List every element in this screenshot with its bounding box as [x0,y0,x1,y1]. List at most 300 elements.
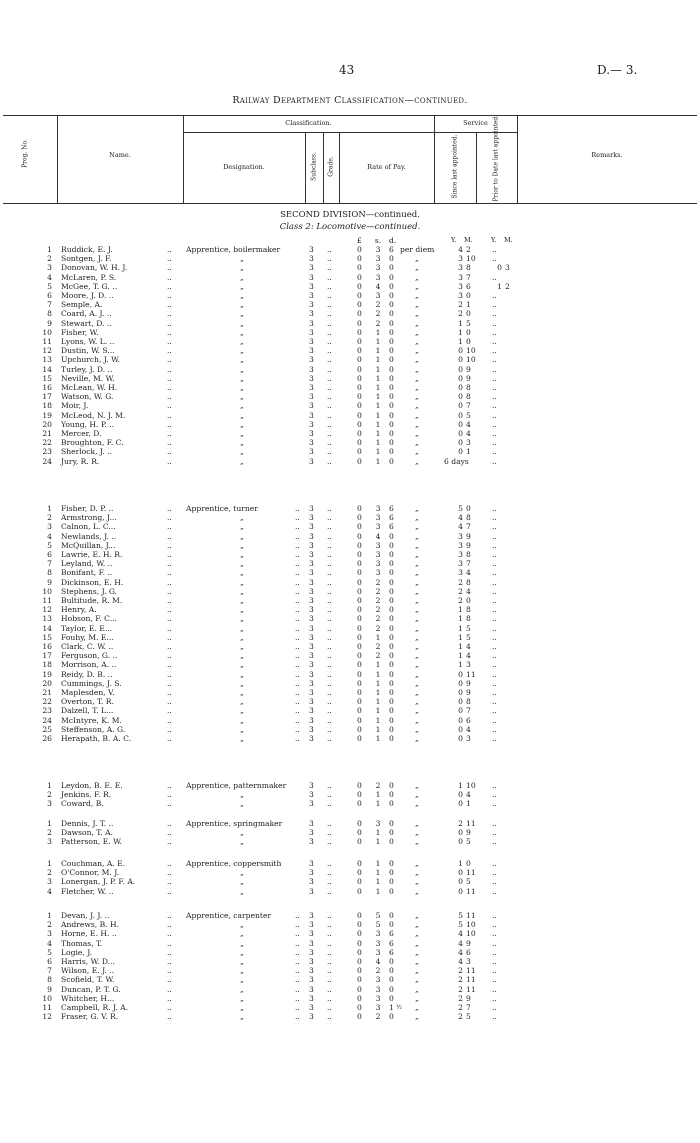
name-cell: Whitcher, H... [61,993,115,1003]
rate-unit: „ [415,540,419,550]
leader-dots: .. [167,623,172,633]
prior-service-cell: .. [492,605,497,615]
prog-no-cell: 3 [47,877,52,887]
table-row [0,911,700,920]
prior-service-cell: .. [492,447,497,457]
leader-dots: .. [167,669,172,679]
rate-unit: „ [415,392,419,402]
service-months-cell: 4 [466,724,471,734]
subclass-cell: 3 [309,401,314,411]
table-row [0,568,700,577]
designation-cell: Apprentice, boilermaker [186,245,281,254]
pounds-cell: 0 [357,614,362,624]
prog-no-cell: 17 [42,392,52,402]
leader-dots: .. [167,373,172,383]
grade-cell: .. [327,614,332,624]
service-years-cell: 0 [458,447,463,457]
name-cell: O'Connor, M. J. [61,868,120,878]
subclass-cell: 3 [309,355,314,365]
shillings-cell: 1 [375,401,381,411]
service-years-cell: 2 [458,309,463,319]
service-years-cell: 1 [458,605,463,615]
grade-cell: .. [327,559,332,569]
leader-dots: .. [295,929,300,939]
name-cell: Coward, B. [61,799,104,809]
ditto-mark: „ [240,975,244,985]
grade-cell: .. [327,504,332,513]
prior-service-cell: .. [492,550,497,559]
service-months-cell: 0 [466,337,471,346]
service-years-cell: 0 [458,734,463,743]
service-years-cell: 2 [458,596,463,605]
shillings-cell: 1 [375,447,381,457]
pounds-cell: 0 [357,540,362,550]
table-row [0,651,700,660]
leader-dots: .. [167,291,172,300]
subclass-cell: 3 [309,531,314,541]
pence-cell: 0 [389,837,394,847]
grade-cell: .. [327,550,332,559]
pounds-cell: 0 [357,346,362,356]
pence-cell: 0 [389,984,394,994]
header-name: Name. [109,151,131,159]
header-service: Service [463,119,488,127]
name-cell: Taylor, E. E... [61,623,113,633]
pounds-cell: 0 [357,688,362,697]
service-months-cell: 7 [466,401,471,411]
shillings-cell: 1 [375,429,381,438]
service-months-cell: 5 [466,877,471,887]
pence-cell: 0 [389,706,394,716]
shillings-cell: 3 [375,522,381,532]
service-years-cell: 1 [458,623,463,633]
name-cell: Leyland, W. .. [61,559,113,569]
pence-cell: 0 [389,291,394,300]
pounds-cell: 0 [357,938,362,948]
prog-no-cell: 6 [47,291,52,300]
leader-dots: .. [167,281,172,291]
name-cell: Devan, J. J. .. [61,911,110,920]
prior-service-cell: .. [492,522,497,532]
service-months-cell: 8 [466,513,471,523]
table-row [0,457,700,466]
service-years-cell: 0 [458,886,463,896]
prog-no-cell: 24 [42,715,52,725]
service-months-cell: 11 [466,669,476,679]
prior-service-cell: .. [492,429,497,438]
rate-unit: „ [415,309,419,319]
ditto-mark: „ [240,623,244,633]
name-cell: Maplesden, V. [61,688,115,697]
prior-years-header: Y. [491,236,497,244]
subclass-cell: 3 [309,522,314,532]
name-cell: Fisher, D. P. .. [61,504,114,513]
subclass-cell: 3 [309,715,314,725]
leader-dots: .. [167,632,172,642]
name-cell: Fraser, G. V. R. [61,1012,119,1022]
prior-service-cell: .. [492,886,497,896]
subclass-cell: 3 [309,263,314,273]
name-cell: Stephens, J. G. [61,586,118,596]
grade-cell: .. [327,337,332,346]
subclass-cell: 3 [309,447,314,457]
prog-no-cell: 1 [47,819,52,828]
shillings-cell: 1 [375,678,381,688]
ditto-mark: „ [240,790,244,800]
subclass-cell: 3 [309,309,314,319]
pounds-cell: 0 [357,715,362,725]
service-years-cell: 2 [458,966,463,976]
class-heading: Class 2: Locomotive—continued. [279,222,421,232]
pounds-cell: 0 [357,245,362,254]
prog-no-cell: 9 [47,318,52,328]
ditto-mark: „ [240,642,244,651]
pence-cell: 0 [389,993,394,1003]
service-months-cell: 4 [466,419,471,429]
grade-cell: .. [327,819,332,828]
service-years-cell: 3 [458,272,463,282]
subclass-cell: 3 [309,327,314,337]
table-row [0,254,700,263]
table-row [0,819,700,828]
subclass-cell: 3 [309,540,314,550]
pounds-cell: 0 [357,291,362,300]
pence-cell: 6 [389,947,394,957]
subclass-cell: 3 [309,877,314,887]
ditto-mark: „ [240,724,244,734]
ditto-mark: „ [240,586,244,596]
rate-unit: „ [415,504,419,513]
grade-cell: .. [327,1003,332,1012]
pence-cell: 0 [389,419,394,429]
rate-unit: „ [415,724,419,734]
grade-cell: .. [327,401,332,411]
rate-unit: „ [415,410,419,420]
rate-unit: „ [415,568,419,578]
leader-dots: .. [295,734,300,743]
pounds-cell: 0 [357,281,362,291]
designation-cell: Apprentice, coppersmith [186,859,282,868]
leader-dots: .. [295,651,300,661]
shillings-cell: 2 [375,651,381,661]
grade-cell: .. [327,837,332,847]
ditto-mark: „ [240,531,244,541]
service-years-cell: 0 [458,419,463,429]
ditto-mark: „ [240,877,244,887]
rate-unit: „ [415,859,419,868]
service-years-cell: 1 [458,632,463,642]
ditto-mark: „ [240,327,244,337]
grade-cell: .. [327,929,332,939]
prog-no-cell: 2 [47,920,52,930]
pence-cell: 0 [389,877,394,887]
service-months-cell: 8 [466,605,471,615]
prior-service-cell: .. [492,790,497,800]
ditto-mark: „ [240,1012,244,1022]
ditto-mark: „ [240,300,244,310]
service-years-cell: 0 [458,799,463,809]
shillings-cell: 1 [375,734,381,743]
name-cell: Campbell, R. J. A. [61,1003,129,1012]
prior-service-cell: .. [492,346,497,356]
leader-dots: .. [295,724,300,734]
prior-service-cell: .. [492,596,497,605]
table-row [0,670,700,679]
shillings-cell: 3 [375,254,381,264]
name-cell: Leydon, B. E. E. [61,781,123,790]
leader-dots: .. [167,984,172,994]
leader-dots: .. [295,531,300,541]
prog-no-cell: 2 [47,828,52,838]
pence-cell: 0 [389,957,394,966]
grade-cell: .. [327,522,332,532]
service-years-cell: 2 [458,993,463,1003]
prog-no-cell: 14 [42,623,52,633]
pounds-cell: 0 [357,984,362,994]
pounds-cell: 0 [357,868,362,878]
prior-service-cell: .. [492,373,497,383]
service-years-cell: 0 [458,688,463,697]
service-years-cell: 0 [458,715,463,725]
grade-cell: .. [327,706,332,716]
service-years-cell: 4 [458,245,463,254]
leader-dots: .. [295,522,300,532]
prior-service-cell: .. [492,300,497,310]
pence-cell: 0 [389,327,394,337]
prog-no-cell: 13 [42,614,52,624]
rate-unit: „ [415,522,419,532]
prog-no-cell: 10 [42,327,52,337]
shillings-cell: 3 [375,938,381,948]
name-cell: Bultitude, R. M. [61,596,123,605]
service-years-cell: 1 [458,327,463,337]
rate-unit: „ [415,799,419,809]
pence-fraction: ½ [396,1004,402,1011]
prog-no-cell: 9 [47,577,52,587]
prog-no-cell: 2 [47,254,52,264]
page-number: 43 [339,63,355,77]
ditto-mark: „ [240,559,244,569]
table-row [0,411,700,420]
grade-cell: .. [327,715,332,725]
ditto-mark: „ [240,337,244,346]
leader-dots: .. [167,1012,172,1022]
ditto-mark: „ [240,281,244,291]
header-prog-no: Prog. No. [21,139,29,168]
pounds-cell: 0 [357,300,362,310]
col-divider [434,115,435,203]
pence-cell: 0 [389,447,394,457]
name-cell: Herapath, B. A. C. [61,734,132,743]
rate-unit: „ [415,364,419,374]
shillings-cell: 3 [375,819,381,828]
pounds-cell: 0 [357,886,362,896]
prog-no-cell: 19 [42,669,52,679]
subclass-cell: 3 [309,337,314,346]
service-months-cell: 5 [466,318,471,328]
shillings-cell: 3 [375,947,381,957]
pounds-cell: 0 [357,263,362,273]
pence-cell: 0 [389,623,394,633]
service-years-cell: 0 [458,706,463,716]
service-months-cell: 9 [466,373,471,383]
pounds-cell: 0 [357,605,362,615]
rate-unit: „ [415,984,419,994]
table-row [0,877,700,886]
leader-dots: .. [295,605,300,615]
rate-unit: „ [415,559,419,569]
prog-no-cell: 9 [47,984,52,994]
leader-dots: .. [167,364,172,374]
leader-dots: .. [295,993,300,1003]
prior-service-cell: .. [492,291,497,300]
service-years-cell: 3 [458,540,463,550]
grade-cell: .. [327,318,332,328]
pence-cell: 0 [389,364,394,374]
pounds-cell: 0 [357,929,362,939]
prog-no-cell: 21 [42,688,52,697]
pence-cell: 0 [389,429,394,438]
prior-service-cell: .. [492,272,497,282]
rate-unit: „ [415,1003,419,1012]
table-row [0,725,700,734]
table-row [0,513,700,522]
subclass-cell: 3 [309,291,314,300]
leader-dots: .. [167,540,172,550]
service-years-cell: 1 [458,642,463,651]
pounds-cell: 0 [357,819,362,828]
leader-dots: .. [167,1003,172,1012]
prog-no-cell: 5 [47,281,52,291]
rate-unit: „ [415,828,419,838]
subclass-cell: 3 [309,568,314,578]
name-cell: Fisher, W. [61,327,99,337]
subclass-cell: 3 [309,828,314,838]
table-row [0,300,700,309]
rate-unit: „ [415,614,419,624]
service-years-cell: 0 [458,373,463,383]
prog-no-cell: 8 [47,568,52,578]
subclass-cell: 3 [309,438,314,448]
prior-service-cell: .. [492,1003,497,1012]
pounds-cell: 0 [357,828,362,838]
leader-dots: .. [167,957,172,966]
subclass-cell: 3 [309,859,314,868]
prior-service-cell: .. [492,540,497,550]
service-months-cell: 1 [466,799,471,809]
leader-dots: .. [295,550,300,559]
subclass-cell: 3 [309,364,314,374]
prog-no-cell: 18 [42,401,52,411]
leader-dots: .. [167,383,172,392]
name-cell: Semple, A. [61,300,103,310]
ditto-mark: „ [240,355,244,365]
service-months-cell: 11 [466,886,476,896]
prior-service-cell: .. [492,781,497,790]
service-months-cell: 4 [466,429,471,438]
service-years-cell: 0 [458,828,463,838]
ditto-mark: „ [240,920,244,930]
prior-service-cell: .. [492,859,497,868]
prog-no-cell: 20 [42,419,52,429]
leader-dots: .. [167,245,172,254]
service-months-cell: 11 [466,868,476,878]
grade-cell: .. [327,383,332,392]
grade-cell: .. [327,877,332,887]
prog-no-cell: 6 [47,550,52,559]
service-months-cell: 0 [466,291,471,300]
col-divider [183,115,184,203]
service-years-cell: 0 [458,410,463,420]
service-years-cell: 0 [458,346,463,356]
grade-cell: .. [327,291,332,300]
prior-service-cell: .. [492,947,497,957]
prior-service-cell: .. [492,410,497,420]
pounds-cell: 0 [357,272,362,282]
leader-dots: .. [295,623,300,633]
leader-dots: .. [295,559,300,569]
grade-cell: .. [327,577,332,587]
pounds-cell: 0 [357,623,362,633]
service-years-cell: 1 [458,614,463,624]
prior-service-cell: .. [492,984,497,994]
prog-no-cell: 12 [42,346,52,356]
pounds-cell: 0 [357,993,362,1003]
grade-cell: .. [327,799,332,809]
table-row [0,716,700,725]
prior-service-cell: .. [492,327,497,337]
leader-dots: .. [167,886,172,896]
prog-no-cell: 4 [47,272,52,282]
name-cell: Moore, J. D. .. [61,291,114,300]
shillings-cell: 1 [375,859,381,868]
grade-cell: .. [327,957,332,966]
service-months-cell: 10 [466,355,476,365]
service-months-cell: 1 [466,300,471,310]
leader-dots: .. [167,586,172,596]
leader-dots: .. [167,947,172,957]
name-cell: Coard, A. J. .. [61,309,112,319]
subclass-cell: 3 [309,559,314,569]
prior-service-cell: .. [492,318,497,328]
prior-service-cell: .. [492,383,497,392]
prior-service-cell: .. [492,669,497,679]
rate-unit: „ [415,401,419,411]
shillings-cell: 4 [375,281,381,291]
grade-cell: .. [327,724,332,734]
name-cell: Calnon, L. C... [61,522,116,532]
subclass-cell: 3 [309,1003,314,1012]
prior-service-cell: .. [492,697,497,707]
grade-cell: .. [327,697,332,707]
prog-no-cell: 15 [42,373,52,383]
prog-no-cell: 15 [42,632,52,642]
pounds-cell: 0 [357,1003,362,1012]
shillings-cell: 1 [375,346,381,356]
ditto-mark: „ [240,828,244,838]
subclass-cell: 3 [309,586,314,596]
rate-unit: „ [415,966,419,976]
prog-no-cell: 21 [42,429,52,438]
shillings-cell: 2 [375,614,381,624]
leader-dots: .. [167,975,172,985]
shillings-cell: 1 [375,799,381,809]
leader-dots: .. [167,868,172,878]
subclass-cell: 3 [309,993,314,1003]
service-months-cell: 8 [466,550,471,559]
subclass-cell: 3 [309,920,314,930]
pounds-cell: 0 [357,447,362,457]
